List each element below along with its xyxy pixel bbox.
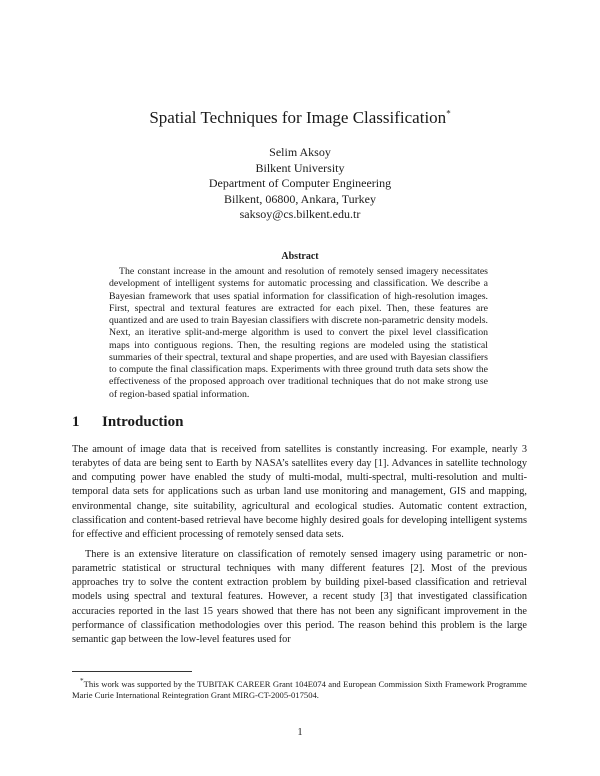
section-title: Introduction: [102, 414, 184, 430]
section-number: 1: [72, 414, 80, 430]
title-footnote-mark: *: [446, 108, 451, 119]
footnote-mark: *: [80, 677, 84, 685]
body-paragraph: The amount of image data that is received from satellites is constantly increasing. For example, nearly 3 terabytes of data are being sent to Earth by NASA’s satellites every day [1]. Advances in satellite technology and computing power have enabled the study of multi-modal, multi-spectral, multi-resolution and multi-temporal data sets for applications such as urban land use monitoring and management, GIS and mapping, environmental change, site suitability, agricultural and ecological studies. Automatic content extraction, classification and content-based retrieval have become highly desired goals for developing intelligent systems for effective and efficient processing of remotely sensed data sets.: [72, 444, 527, 540]
abstract-text: The constant increase in the amount and resolution of remotely sensed imagery necessitates development of intelligent systems for automatic processing and classification. We describe a Bayesian framework that uses spatial information for classification of high-resolution images. First, spectral and textural features are extracted for each pixel. Then, these features are quantized and are used to train Bayesian classifiers with discrete non-parametric density models. Next, an iterative split-and-merge algorithm is used to convert the pixel level classification maps into contiguous regions. Then, the resulting regions are modeled using the statistical summaries of their spectral, textural and shape properties, and are used with Bayesian classifiers to compute the final classification maps. Experiments with three ground truth data sets show the effectiveness of the proposed approach over traditional techniques that do not make strong use of region-based spatial information.: [109, 266, 488, 400]
paper-title: [0, 108, 600, 128]
author-block: [0, 145, 600, 223]
footnote: [72, 676, 527, 701]
footnote-rule: [72, 671, 192, 672]
author-email: saksoy@cs.bilkent.edu.tr: [239, 207, 361, 221]
author-name: Selim Aksoy: [269, 145, 331, 159]
abstract-heading: Abstract: [281, 251, 319, 262]
author-department: Department of Computer Engineering: [208, 176, 392, 190]
footnote-text: This work was supported by the TUBITAK CAREER Grant 104E074 and European Commission Sixth Framework Programme Marie Curie International Reintegration Grant MIRG-CT-2005-017504.: [72, 678, 527, 700]
title-text: Spatial Techniques for Image Classification: [149, 108, 447, 127]
author-address: Bilkent, 06800, Ankara, Turkey: [224, 191, 376, 206]
page-number: 1: [297, 727, 303, 738]
author-affiliation: Bilkent University: [255, 160, 345, 175]
body-paragraph: There is an extensive literature on classification of remotely sensed imagery using parametric or non-parametric statistical or structural techniques with many different features [2]. Most of the previous approaches try to solve the content extraction problem by building pixel-based classification and retrieval models using spectral and textural features. However, a recent study [3] that investigated classification accuracies reported in the last 15 years showed that there has not been any significant improvement in the performance of classification methodologies over this period. The reason behind this problem is the large semantic gap between the low-level features used for: [72, 549, 527, 645]
section-heading: [72, 414, 183, 431]
